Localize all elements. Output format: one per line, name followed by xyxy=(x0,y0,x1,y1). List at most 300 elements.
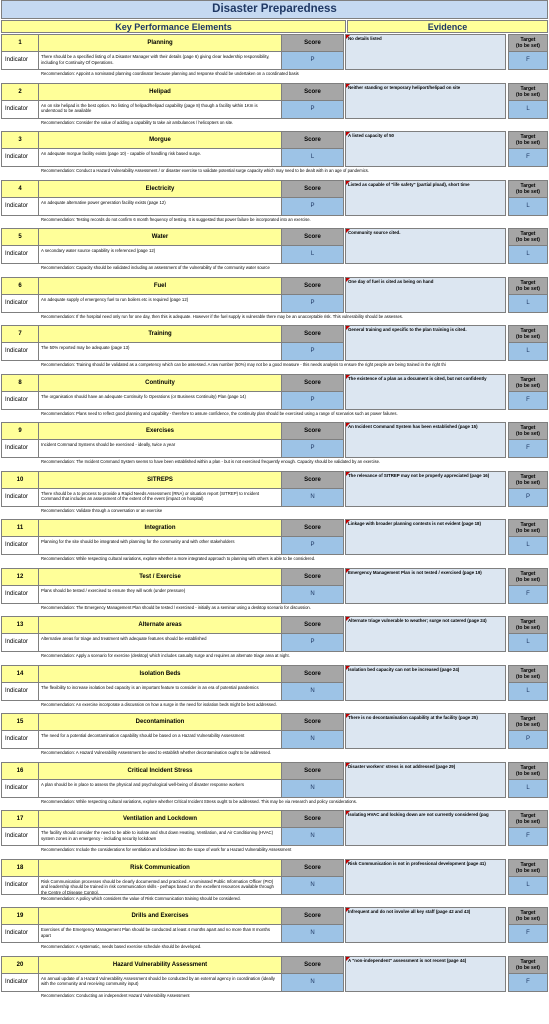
target-value[interactable]: L xyxy=(508,343,548,361)
evidence-cell[interactable] xyxy=(345,956,506,992)
target-label: Target (to be set) xyxy=(508,907,548,925)
kpi-indicator-row xyxy=(1,489,344,507)
indicator-text[interactable]: The facility should consider the need to be able to isolate and shut down Heating, Ventilation, and Air Conditioning (HVAC) system zones in an emergency - including security lockdown xyxy=(39,828,282,846)
recommendation-text[interactable]: Recommendation: Include the considerations for ventilation and lockdown into the scope of work for a Hazard Vulnerability Assessment xyxy=(41,847,292,852)
sheet-title: Disaster Preparedness xyxy=(1,0,548,19)
score-value[interactable]: P xyxy=(282,198,344,216)
comment-flag-icon[interactable] xyxy=(346,84,350,88)
score-value[interactable]: N xyxy=(282,925,344,943)
kpi-number: 1 xyxy=(1,34,39,52)
evidence-text: No details listed xyxy=(348,36,382,41)
recommendation-text[interactable]: Recommendation: A Hazard Vulnerability Assessment be used to establish whether decontamination ought to be addressed. xyxy=(41,750,272,755)
evidence-cell[interactable] xyxy=(345,131,506,167)
kpi-name: Hazard Vulnerability Assessment xyxy=(39,956,282,974)
kpi-header-row xyxy=(1,34,344,52)
target-value[interactable]: F xyxy=(508,586,548,604)
indicator-label: Indicator xyxy=(1,780,39,798)
kpi-header-row xyxy=(1,713,344,731)
kpi-block xyxy=(1,470,548,519)
evidence-text: A "non-independent" assessment is not recent (page 44) xyxy=(348,957,467,963)
comment-flag-icon[interactable] xyxy=(346,472,350,476)
evidence-cell[interactable] xyxy=(345,228,506,264)
indicator-label: Indicator xyxy=(1,683,39,701)
evidence-text: Linkage with broader planning contexts is not evident (page 18) xyxy=(348,521,481,526)
kpe-header: Key Performance Elements xyxy=(1,20,346,33)
comment-flag-icon[interactable] xyxy=(346,860,350,864)
comment-flag-icon[interactable] xyxy=(346,763,350,767)
target-label: Target (to be set) xyxy=(508,762,548,780)
score-label: Score xyxy=(282,616,344,634)
score-label: Score xyxy=(282,374,344,392)
target-label: Target (to be set) xyxy=(508,422,548,440)
kpi-block xyxy=(1,130,548,179)
comment-flag-icon[interactable] xyxy=(346,520,350,524)
indicator-text[interactable]: An adequate morgue facility exists (page 10) - capable of handling risk based surge. xyxy=(39,149,282,167)
score-label: Score xyxy=(282,131,344,149)
kpi-block xyxy=(1,955,548,1004)
indicator-label: Indicator xyxy=(1,828,39,846)
score-label: Score xyxy=(282,810,344,828)
score-label: Score xyxy=(282,325,344,343)
kpi-block xyxy=(1,276,548,325)
kpi-name: Continuity xyxy=(39,374,282,392)
target-label: Target (to be set) xyxy=(508,131,548,149)
kpi-indicator-row xyxy=(1,780,344,798)
indicator-text[interactable]: An adequate supply of emergency fuel to run boilers etc is required (page 12) xyxy=(39,295,282,313)
kpi-name: Decontamination xyxy=(39,713,282,731)
indicator-text[interactable]: There should be a to process to provide a Rapid Needs Assessment (RNA) or situation report (SITREP) to Incident Command that includes an assessment of the extent of the event (impact on hospital) xyxy=(39,489,282,507)
evidence-text: There is no decontamination capability at the facility (page 25) xyxy=(348,715,478,720)
kpi-block xyxy=(1,324,548,373)
kpi-block xyxy=(1,567,548,616)
kpi-number: 8 xyxy=(1,374,39,392)
evidence-text: Risk Communication is not in professional development (page 41) xyxy=(348,860,486,866)
score-label: Score xyxy=(282,762,344,780)
kpi-sheet xyxy=(1,0,548,1003)
target-value[interactable]: F xyxy=(508,440,548,458)
target-value[interactable]: L xyxy=(508,780,548,798)
comment-flag-icon[interactable] xyxy=(346,181,350,185)
target-value[interactable]: L xyxy=(508,295,548,313)
evidence-cell[interactable] xyxy=(345,859,506,895)
kpi-block xyxy=(1,858,548,907)
kpi-name: Electricity xyxy=(39,180,282,198)
evidence-cell[interactable] xyxy=(345,762,506,798)
kpi-indicator-row xyxy=(1,586,344,604)
target-label: Target (to be set) xyxy=(508,180,548,198)
kpi-name: Training xyxy=(39,325,282,343)
kpi-number: 11 xyxy=(1,519,39,537)
kpi-number: 12 xyxy=(1,568,39,586)
kpi-list xyxy=(1,33,548,1003)
indicator-label: Indicator xyxy=(1,440,39,458)
comment-flag-icon[interactable] xyxy=(346,569,350,573)
kpi-header-row xyxy=(1,762,344,780)
kpi-header-row xyxy=(1,810,344,828)
comment-flag-icon[interactable] xyxy=(346,326,350,330)
target-label: Target (to be set) xyxy=(508,83,548,101)
score-value[interactable]: N xyxy=(282,489,344,507)
comment-flag-icon[interactable] xyxy=(346,811,350,815)
kpi-name: Morgue xyxy=(39,131,282,149)
score-label: Score xyxy=(282,277,344,295)
evidence-cell[interactable] xyxy=(345,907,506,943)
score-value[interactable]: P xyxy=(282,537,344,555)
evidence-text: Emergency Management Plan is not tested / exercised (page 19) xyxy=(348,569,482,575)
indicator-text[interactable]: Plans should be tested / exercised to ensure they will work (under pressure) xyxy=(39,586,282,604)
target-value[interactable]: P xyxy=(508,489,548,507)
comment-flag-icon[interactable] xyxy=(346,35,350,39)
recommendation-text[interactable]: Recommendation: The Incident Command System seems to have been established within a plan - but is not exercised frequently enough. Capacity should be validated by an exercise. xyxy=(41,459,381,464)
score-label: Score xyxy=(282,713,344,731)
score-label: Score xyxy=(282,422,344,440)
indicator-text[interactable]: Risk Communication processes should be clearly documented and practiced. A nominated Public Information Officer (PIO) and leadership should be trained in risk communication skills - perhaps based on the excellent resources available through the Centre of Disease Control. xyxy=(39,877,282,895)
indicator-label: Indicator xyxy=(1,877,39,895)
kpi-header-row xyxy=(1,665,344,683)
kpi-indicator-row xyxy=(1,731,344,749)
kpi-name: Planning xyxy=(39,34,282,52)
target-label: Target (to be set) xyxy=(508,519,548,537)
kpi-header-row xyxy=(1,859,344,877)
kpi-indicator-row xyxy=(1,683,344,701)
indicator-label: Indicator xyxy=(1,343,39,361)
comment-flag-icon[interactable] xyxy=(346,617,350,621)
kpi-indicator-row xyxy=(1,440,344,458)
kpi-header-row xyxy=(1,180,344,198)
evidence-cell[interactable] xyxy=(345,665,506,701)
indicator-label: Indicator xyxy=(1,295,39,313)
kpi-header-row xyxy=(1,83,344,101)
kpi-block xyxy=(1,227,548,276)
recommendation-text[interactable]: Recommendation: An exercise incorporate a discussion on how a surge in the need for isolation beds might be best addressed. xyxy=(41,701,277,707)
indicator-label: Indicator xyxy=(1,974,39,992)
target-value[interactable]: L xyxy=(508,877,548,895)
recommendation-text[interactable]: Recommendation: Testing records do not confirm 6 month frequency of testing. It is suggested that power failure be incorporated into an exercise. xyxy=(41,216,311,222)
score-value[interactable]: P xyxy=(282,392,344,410)
target-value[interactable]: F xyxy=(508,149,548,167)
kpi-block xyxy=(1,809,548,858)
comment-flag-icon[interactable] xyxy=(346,423,350,427)
recommendation-text[interactable]: Recommendation: Appoint a nominated planning coordinator because planning and response should be undertaken on a coordinated basis xyxy=(41,71,299,76)
score-label: Score xyxy=(282,665,344,683)
target-label: Target (to be set) xyxy=(508,859,548,877)
kpi-name: Drills and Exercises xyxy=(39,907,282,925)
score-value[interactable]: N xyxy=(282,780,344,798)
indicator-label: Indicator xyxy=(1,489,39,507)
recommendation-text[interactable]: Recommendation: Conducting an independent Hazard Vulnerability Assessment xyxy=(41,992,190,998)
evidence-cell[interactable] xyxy=(345,374,506,410)
score-value[interactable]: P xyxy=(282,343,344,361)
kpi-number: 18 xyxy=(1,859,39,877)
comment-flag-icon[interactable] xyxy=(346,278,350,282)
kpi-number: 14 xyxy=(1,665,39,683)
indicator-text[interactable]: Planning for the site should be integrated with planning for the community and with other stakeholders xyxy=(39,537,282,555)
recommendation-text[interactable]: Recommendation: The Emergency Management Plan should be tested / exercised - initially as a seminar using a desktop scenario for discussion. xyxy=(41,604,311,610)
kpi-indicator-row xyxy=(1,974,344,992)
evidence-text: Isolating HVAC and locking down are not currently considered (pag xyxy=(348,812,489,817)
evidence-text: Community source cited. xyxy=(348,230,401,235)
kpi-block xyxy=(1,373,548,422)
recommendation-text[interactable]: Recommendation: A policy which considers the value of Risk Communication training should be considered. xyxy=(41,895,241,901)
recommendation-text[interactable]: Recommendation: While respecting cultural variations, explore whether a more integrated approach to planning with others is able to be considered. xyxy=(41,556,316,561)
score-label: Score xyxy=(282,956,344,974)
score-label: Score xyxy=(282,471,344,489)
indicator-label: Indicator xyxy=(1,586,39,604)
kpi-name: Alternate areas xyxy=(39,616,282,634)
recommendation-text[interactable]: Recommendation: Plans need to reflect good planning and capability - therefore to assure confidence, the continuity plan should be exercised using a range of scenarios such as power failures. xyxy=(41,410,398,416)
score-label: Score xyxy=(282,83,344,101)
indicator-text[interactable]: Exercises of the Emergency Management Plan should be conducted at least 4 months apart and no more than 8 months apart xyxy=(39,925,282,943)
target-value[interactable]: L xyxy=(508,683,548,701)
target-value[interactable]: L xyxy=(508,101,548,119)
recommendation-text[interactable]: Recommendation: If the hospital need only run for one day, then this is adequate. However if the fuel supply is vulnerable there may be an unacceptable risk. This vulnerability should be assesses. xyxy=(41,313,404,319)
target-value[interactable]: F xyxy=(508,52,548,70)
target-label: Target (to be set) xyxy=(508,810,548,828)
comment-flag-icon[interactable] xyxy=(346,666,350,670)
evidence-text: General training and specific to the plan training is cited. xyxy=(348,327,467,332)
evidence-cell[interactable] xyxy=(345,519,506,555)
kpi-indicator-row xyxy=(1,828,344,846)
score-label: Score xyxy=(282,34,344,52)
score-label: Score xyxy=(282,519,344,537)
indicator-label: Indicator xyxy=(1,52,39,70)
kpi-indicator-row xyxy=(1,149,344,167)
kpi-name: SITREPS xyxy=(39,471,282,489)
kpi-name: Test / Exercise xyxy=(39,568,282,586)
kpi-number: 16 xyxy=(1,762,39,780)
evidence-cell[interactable] xyxy=(345,325,506,361)
score-value[interactable]: L xyxy=(282,149,344,167)
kpi-indicator-row xyxy=(1,246,344,264)
target-label: Target (to be set) xyxy=(508,228,548,246)
evidence-text: One day of fuel is cited as being on hand xyxy=(348,278,434,284)
kpi-name: Helipad xyxy=(39,83,282,101)
kpi-header-row xyxy=(1,277,344,295)
kpi-block xyxy=(1,518,548,567)
evidence-cell[interactable] xyxy=(345,713,506,749)
kpi-indicator-row xyxy=(1,343,344,361)
kpi-number: 17 xyxy=(1,810,39,828)
target-value[interactable]: L xyxy=(508,246,548,264)
target-value[interactable]: P xyxy=(508,731,548,749)
target-label: Target (to be set) xyxy=(508,665,548,683)
kpi-header-row xyxy=(1,956,344,974)
kpi-block xyxy=(1,615,548,664)
score-label: Score xyxy=(282,228,344,246)
kpi-header-row xyxy=(1,568,344,586)
indicator-text[interactable]: A secondary water source capability is referenced (page 12) xyxy=(39,246,282,264)
target-label: Target (to be set) xyxy=(508,277,548,295)
evidence-text: Listed as capable of "life safety" (partial pload), short time xyxy=(348,181,470,187)
evidence-text: Isolation bed capacity can not be increased (page 24) xyxy=(348,666,460,672)
score-value[interactable]: P xyxy=(282,634,344,652)
target-label: Target (to be set) xyxy=(508,956,548,974)
kpi-header-row xyxy=(1,131,344,149)
kpi-number: 2 xyxy=(1,83,39,101)
evidence-text: Disaster workers' stress is not addressed (page 29) xyxy=(348,763,456,769)
recommendation-text[interactable]: Recommendation: While respecting cultural variations, explore whether Critical Incident Stress ought to be addressed. This may be via research and policy considerations. xyxy=(41,798,358,804)
kpi-indicator-row xyxy=(1,392,344,410)
indicator-label: Indicator xyxy=(1,392,39,410)
target-label: Target (to be set) xyxy=(508,616,548,634)
kpi-name: Integration xyxy=(39,519,282,537)
indicator-text[interactable]: Alternative areas for triage and treatment with adequate features should be established xyxy=(39,634,282,652)
kpi-number: 19 xyxy=(1,907,39,925)
indicator-label: Indicator xyxy=(1,634,39,652)
evidence-cell[interactable] xyxy=(345,277,506,313)
indicator-label: Indicator xyxy=(1,537,39,555)
evidence-cell[interactable] xyxy=(345,810,506,846)
kpi-indicator-row xyxy=(1,634,344,652)
target-label: Target (to be set) xyxy=(508,374,548,392)
comment-flag-icon[interactable] xyxy=(346,132,350,136)
evidence-cell[interactable] xyxy=(345,180,506,216)
score-value[interactable]: P xyxy=(282,101,344,119)
evidence-cell[interactable] xyxy=(345,83,506,119)
indicator-text[interactable]: An on site helipad is the best option. No listing of helipad/helipad capability (page 8) though a facility within 1Km is understood to be available xyxy=(39,101,282,119)
score-value[interactable]: P xyxy=(282,295,344,313)
target-value[interactable]: F xyxy=(508,974,548,992)
evidence-cell[interactable] xyxy=(345,34,506,70)
kpi-header-row xyxy=(1,422,344,440)
kpi-block xyxy=(1,906,548,955)
indicator-label: Indicator xyxy=(1,198,39,216)
evidence-cell[interactable] xyxy=(345,616,506,652)
kpi-header-row xyxy=(1,325,344,343)
comment-flag-icon[interactable] xyxy=(346,229,350,233)
kpi-indicator-row xyxy=(1,877,344,895)
indicator-text[interactable]: Incident Command Systems should be exercised - ideally, twice a year xyxy=(39,440,282,458)
recommendation-text[interactable]: Recommendation: Consider the value of adding a capability to take air ambulances / helicopters on site. xyxy=(41,119,234,125)
kpi-name: Exercises xyxy=(39,422,282,440)
evidence-text: A listed capacity of 50 xyxy=(348,133,394,138)
kpi-header-row xyxy=(1,374,344,392)
evidence-text: The existence of a plan as a document is cited, but not confidently xyxy=(348,375,487,381)
evidence-text: The relevance of SITREP may not be properly appreciated (page 16) xyxy=(348,472,490,478)
recommendation-text[interactable]: Recommendation: Validate through a conversation or an exercise xyxy=(41,507,163,513)
score-value[interactable]: P xyxy=(282,440,344,458)
kpi-block xyxy=(1,664,548,713)
kpi-block xyxy=(1,33,548,82)
indicator-text[interactable]: An annual update of a Hazard Vulnerability Assessment should be conducted by an external agency in coordination (ideally with the community and receiving community input) xyxy=(39,974,282,992)
kpi-header-row xyxy=(1,228,344,246)
comment-flag-icon[interactable] xyxy=(346,714,350,718)
indicator-text[interactable]: An adequate alternative power generation facility exists (page 12) xyxy=(39,198,282,216)
kpi-number: 10 xyxy=(1,471,39,489)
kpi-number: 13 xyxy=(1,616,39,634)
kpi-block xyxy=(1,179,548,228)
evidence-cell[interactable] xyxy=(345,471,506,507)
indicator-label: Indicator xyxy=(1,149,39,167)
kpi-number: 4 xyxy=(1,180,39,198)
kpi-indicator-row xyxy=(1,101,344,119)
indicator-text[interactable]: The 50% reported may be adequate (page 13) xyxy=(39,343,282,361)
target-value[interactable]: L xyxy=(508,634,548,652)
kpi-indicator-row xyxy=(1,925,344,943)
indicator-text[interactable]: There should be a specified listing of a Disaster Manager with their details (page 6) giving clear leadership responsibility, including for Continuity Of Operations. xyxy=(39,52,282,70)
indicator-text[interactable]: The need for a potential decontamination capability should be based on a Hazard Vulnerability Assessment xyxy=(39,731,282,749)
score-value[interactable]: N xyxy=(282,877,344,895)
score-value[interactable]: N xyxy=(282,828,344,846)
recommendation-text[interactable]: Recommendation: Training should be validated as a competency which can be assessed. A raw number (50%) may not be a good measure - this needs analysis to ensure the right people are being trained in the right thi xyxy=(41,362,446,367)
kpi-number: 20 xyxy=(1,956,39,974)
kpi-header-row xyxy=(1,616,344,634)
evidence-text: Alternate triage vulnerable to weather; surge not catered (page 24) xyxy=(348,618,487,623)
score-value[interactable]: N xyxy=(282,586,344,604)
score-label: Score xyxy=(282,859,344,877)
score-value[interactable]: N xyxy=(282,683,344,701)
kpi-block xyxy=(1,82,548,131)
kpi-name: Critical Incident Stress xyxy=(39,762,282,780)
kpi-header-row xyxy=(1,519,344,537)
kpi-indicator-row xyxy=(1,537,344,555)
evidence-text: Neither standing or temporary heliport/helipad on site xyxy=(348,84,461,90)
target-value[interactable]: F xyxy=(508,828,548,846)
recommendation-text[interactable]: Recommendation: Conduct a Hazard Vulnerability Assessment / or disaster exercise to validate potential surge capacity which may need to be dealt with in an age of pandemics. xyxy=(41,168,370,173)
target-value[interactable]: F xyxy=(508,392,548,410)
score-value[interactable]: P xyxy=(282,52,344,70)
kpi-block xyxy=(1,761,548,810)
kpi-number: 9 xyxy=(1,422,39,440)
kpi-indicator-row xyxy=(1,295,344,313)
kpi-header-row xyxy=(1,907,344,925)
evidence-text: An Incident Command System has been established (page 15) xyxy=(348,424,478,429)
kpi-name: Risk Communication xyxy=(39,859,282,877)
kpi-block xyxy=(1,421,548,470)
kpi-header-row xyxy=(1,471,344,489)
recommendation-text[interactable]: Recommendation: Capacity should be validated including an assessment of the vulnerability of the community water source xyxy=(41,265,270,270)
score-label: Score xyxy=(282,568,344,586)
kpi-number: 5 xyxy=(1,228,39,246)
indicator-text[interactable]: A plan should be in place to assess the physical and psychological well-being of disaster response workers xyxy=(39,780,282,798)
indicator-text[interactable]: The organisation should have an adequate Continuity fo Operations (or Business Continuity) Plan (page 14) xyxy=(39,392,282,410)
evidence-cell[interactable] xyxy=(345,568,506,604)
kpi-name: Ventilation and Lockdown xyxy=(39,810,282,828)
indicator-text[interactable]: The flexibility to increase isolation bed capacity is an important feature to consider in an era of potential pandemics xyxy=(39,683,282,701)
evidence-header: Evidence xyxy=(347,20,548,33)
kpi-indicator-row xyxy=(1,198,344,216)
comment-flag-icon[interactable] xyxy=(346,908,350,912)
kpi-block xyxy=(1,712,548,761)
column-headers xyxy=(1,20,548,33)
comment-flag-icon[interactable] xyxy=(346,375,350,379)
kpi-number: 6 xyxy=(1,277,39,295)
kpi-number: 7 xyxy=(1,325,39,343)
indicator-label: Indicator xyxy=(1,246,39,264)
recommendation-text[interactable]: Recommendation: A systematic, needs based exercise schedule should be developed. xyxy=(41,944,202,949)
kpi-number: 3 xyxy=(1,131,39,149)
target-value[interactable]: L xyxy=(508,198,548,216)
target-value[interactable]: F xyxy=(508,925,548,943)
indicator-label: Indicator xyxy=(1,731,39,749)
indicator-label: Indicator xyxy=(1,925,39,943)
target-label: Target (to be set) xyxy=(508,34,548,52)
target-label: Target (to be set) xyxy=(508,471,548,489)
recommendation-text[interactable]: Recommendation: Apply a scenario for exercise (desktop) which includes casualty surge and requires an alternate triage area at night. xyxy=(41,653,290,658)
target-value[interactable]: L xyxy=(508,537,548,555)
score-value[interactable]: N xyxy=(282,731,344,749)
comment-flag-icon[interactable] xyxy=(346,957,350,961)
score-value[interactable]: N xyxy=(282,974,344,992)
target-label: Target (to be set) xyxy=(508,713,548,731)
score-label: Score xyxy=(282,180,344,198)
kpi-number: 15 xyxy=(1,713,39,731)
kpi-name: Fuel xyxy=(39,277,282,295)
kpi-name: Water xyxy=(39,228,282,246)
evidence-cell[interactable] xyxy=(345,422,506,458)
score-label: Score xyxy=(282,907,344,925)
score-value[interactable]: L xyxy=(282,246,344,264)
